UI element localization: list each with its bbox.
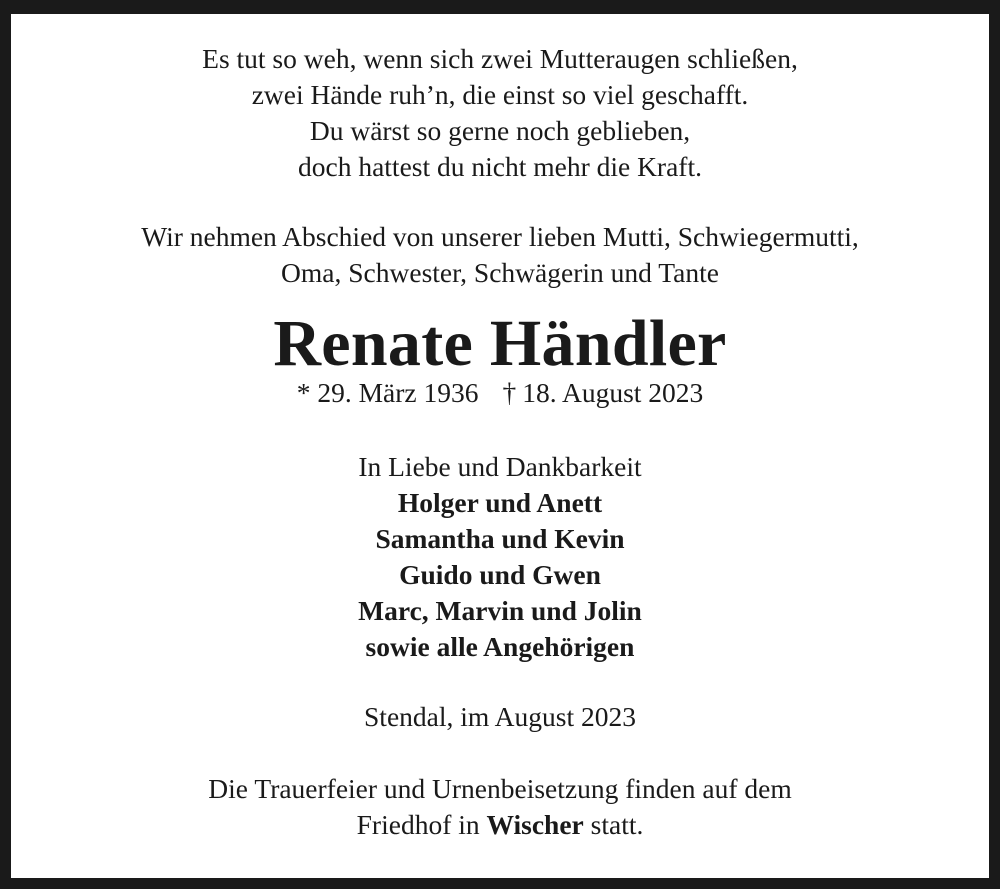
- poem-line-3: Du wärst so gerne noch geblieben,: [309, 115, 691, 146]
- poem-line-2: zwei Hände ruh’n, die einst so viel geschafft.: [251, 79, 749, 110]
- poem-line-4: doch hattest du nicht mehr die Kraft.: [298, 151, 702, 182]
- obituary-notice: [11, 14, 989, 878]
- mourner-4: Marc, Marvin und Jolin: [358, 595, 642, 626]
- ceremony-place: Wischer: [486, 809, 584, 840]
- mourner-2: Samantha und Kevin: [375, 523, 625, 554]
- ceremony-line-1: Die Trauerfeier und Urnenbeisetzung finden auf dem: [208, 773, 792, 804]
- mourner-3: Guido und Gwen: [399, 559, 601, 590]
- mourner-5: sowie alle Angehörigen: [365, 631, 635, 662]
- cross-icon: †: [502, 377, 517, 408]
- life-dates: [11, 376, 989, 410]
- ceremony-line-2: [11, 808, 989, 842]
- poem-line-1: Es tut so weh, wenn sich zwei Mutteraugen schließen,: [202, 43, 798, 74]
- intro-line-2: Oma, Schwester, Schwägerin und Tante: [281, 257, 719, 288]
- ceremony-suffix: statt.: [590, 809, 644, 840]
- intro-line-1: Wir nehmen Abschied von unserer lieben Mutti, Schwiegermutti,: [141, 221, 859, 252]
- ceremony-prefix: Friedhof in: [356, 809, 480, 840]
- death-date: 18. August 2023: [522, 377, 704, 408]
- closing-phrase: In Liebe und Dankbarkeit: [358, 451, 642, 482]
- place-date: Stendal, im August 2023: [364, 701, 636, 732]
- mourner-1: Holger und Anett: [397, 487, 603, 518]
- birth-date: * 29. März 1936: [296, 377, 479, 408]
- deceased-name: Renate Händler: [273, 307, 727, 380]
